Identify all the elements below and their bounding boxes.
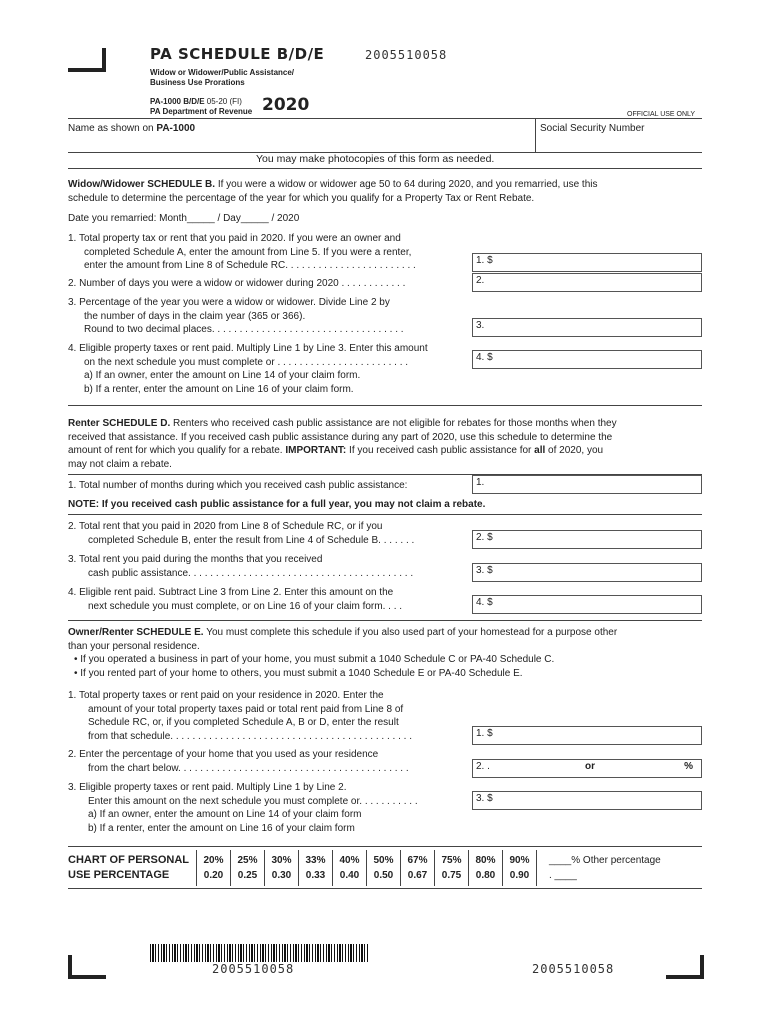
chart-label-line-1: CHART OF PERSONAL — [68, 854, 189, 866]
remarried-date[interactable]: Date you remarried: Month_____ / Day_____ / 2020 — [68, 213, 300, 224]
form-code-suffix: 05-20 (FI) — [206, 97, 242, 106]
schedule-d-intro-2: received that assistance. If you received cash public assistance during any part of 2020, use this schedule to determine the — [68, 431, 613, 443]
name-label: Name as shown on — [68, 123, 157, 134]
header-rule-top — [68, 118, 702, 119]
e-line3-sub-b: b) If a renter, enter the amount on Line 16 of your claim form — [88, 822, 355, 834]
chart-other-percentage[interactable] — [537, 850, 690, 886]
barcode-number-right: 2005510058 — [532, 962, 615, 976]
d-line3-text-b: cash public assistance. . . . . . . . . . . . . . . . . . . . . . . . . . . . . . . . . . . . . . . . . — [88, 567, 414, 579]
barcode-number-left: 2005510058 — [212, 962, 295, 976]
important-label: IMPORTANT: — [285, 445, 347, 456]
schedule-d-intro-3b: If you received cash public assistance for — [346, 445, 535, 456]
b-line2-input[interactable] — [472, 273, 702, 292]
ssn-label: Social Security Number — [540, 123, 645, 134]
form-subtitle — [150, 68, 294, 88]
chart-rule-top — [68, 846, 702, 847]
schedule-d-line-3 — [68, 553, 468, 580]
chart-col-1[interactable] — [231, 850, 265, 886]
chart-dec: 0.20 — [203, 870, 224, 881]
d-note: NOTE: If you received cash public assistance for a full year, you may not claim a rebate. — [68, 499, 486, 510]
chart-rule-bottom — [68, 888, 702, 889]
schedule-e-intro: Owner/Renter SCHEDULE E. You must complete this schedule if you also used part of your homestead for a purpose other than your personal residence. • If you operated a business in part of your home, you must submit a 1040 Schedule C or PA-40 Schedule C. • If you rented part of your home to others, you must submit a 1040 Schedule E or PA-40 Schedule E. — [68, 626, 708, 680]
chart-col-4[interactable] — [333, 850, 367, 886]
e-line2-input[interactable] — [472, 759, 702, 778]
other-percentage-line-1: ____% Other percentage — [549, 855, 661, 866]
e-bullet-2: If you rented part of your home to others, you must submit a 1040 Schedule E or PA-40 Schedule E. — [80, 667, 523, 679]
schedule-b-intro-1: If you were a widow or widower age 50 to 64 during 2020, and you remarried, use this — [215, 179, 598, 190]
corner-mark-bottom-right — [666, 955, 704, 979]
subtitle-line-2: Business Use Prorations — [150, 78, 245, 87]
d-line1-text: 1. Total number of months during which you received cash public assistance: — [68, 480, 408, 491]
barcode-image — [150, 944, 368, 962]
schedule-e-intro-2: than your personal residence. — [68, 640, 200, 652]
e-line1-box-label: 1. $ — [476, 728, 493, 739]
photocopy-note: You may make photocopies of this form as needed. — [256, 153, 495, 165]
e-line1-input[interactable] — [472, 726, 702, 745]
b-line3-text-c: Round to two decimal places. . . . . . . . . . . . . . . . . . . . . . . . . . . . . . . . . . . — [84, 324, 404, 335]
b-line4-sub-b: b) If a renter, enter the amount on Line 16 of your claim form. — [84, 383, 354, 395]
chart-dec: 0.50 — [373, 870, 394, 881]
official-use-label: OFFICIAL USE ONLY — [627, 111, 696, 118]
e-line2-percent-sign: % — [684, 761, 693, 772]
schedule-d-intro-3a: amount of rent for which you qualify for a rebate. — [68, 445, 286, 456]
b-line4-text-b: on the next schedule you must complete or . . . . . . . . . . . . . . . . . . . . . . . . — [84, 356, 409, 368]
name-field[interactable] — [68, 122, 195, 136]
schedule-b-rule — [68, 168, 702, 169]
e-bullet-1: If you operated a business in part of your home, you must submit a 1040 Schedule C or PA-40 Schedule C. — [80, 654, 555, 665]
other-percentage-line-2: . ____ — [549, 870, 577, 881]
chart-col-7[interactable] — [435, 850, 469, 886]
form-title: PA SCHEDULE B/D/E — [150, 45, 325, 63]
schedule-d-intro-4: may not claim a rebate. — [68, 458, 172, 470]
chart-pct: 30% — [271, 855, 292, 866]
d-line4-box-label: 4. $ — [476, 597, 493, 608]
d-line2-text-b: completed Schedule B, enter the result from Line 4 of Schedule B. . . . . . . — [88, 534, 415, 546]
d-line4-text-a: 4. Eligible rent paid. Subtract Line 3 from Line 2. Enter this amount on the — [68, 587, 394, 598]
chart-dec: 0.33 — [305, 870, 326, 881]
b-line4-sub-a: a) If an owner, enter the amount on Line 14 of your claim form. — [84, 370, 361, 381]
e-line3-box-label: 3. $ — [476, 793, 493, 804]
schedule-b-heading: Widow/Widower SCHEDULE B. — [68, 179, 216, 190]
schedule-d-heading: Renter SCHEDULE D. — [68, 418, 171, 429]
d-note-rule — [68, 514, 702, 515]
b-line1-input[interactable] — [472, 253, 702, 272]
schedule-b-intro — [68, 178, 708, 205]
d-line4-input[interactable] — [472, 595, 702, 614]
d-line4-text-b: next schedule you must complete, or on Line 16 of your claim form. . . . — [88, 600, 403, 612]
b-line3-text-b: the number of days in the claim year (365 or 366). — [84, 310, 306, 322]
b-line3-input[interactable] — [472, 318, 702, 337]
barcode-number-top: 2005510058 — [365, 48, 448, 62]
e-line1-text-c: Schedule RC, or, if you completed Schedule A, B or D, enter the result — [88, 717, 399, 728]
d-line2-text-a: 2. Total rent that you paid in 2020 from Line 8 of Schedule RC, or if you — [68, 521, 383, 532]
chart-pct: 20% — [203, 855, 224, 866]
corner-mark-bottom-left — [68, 955, 106, 979]
schedule-e-heading: Owner/Renter SCHEDULE E. — [68, 627, 204, 638]
chart-label — [68, 850, 197, 886]
chart-col-3[interactable] — [299, 850, 333, 886]
chart-dec: 0.75 — [441, 870, 462, 881]
schedule-d-line-2 — [68, 520, 468, 547]
b-line1-box-label: 1. $ — [476, 255, 493, 266]
schedule-e-line-1 — [68, 689, 470, 743]
ssn-field[interactable] — [540, 122, 644, 136]
d-line3-input[interactable] — [472, 563, 702, 582]
e-line3-text-a: 3. Eligible property taxes or rent paid. Multiply Line 1 by Line 2. — [68, 782, 347, 793]
schedule-e-intro-1: You must complete this schedule if you also used part of your homestead for a purpose other — [203, 627, 618, 638]
chart-dec: 0.25 — [237, 870, 258, 881]
chart-col-6[interactable] — [401, 850, 435, 886]
e-line3-text-b: Enter this amount on the next schedule you must complete or. . . . . . . . . . . — [88, 795, 418, 807]
b-line1-text-a: 1. Total property tax or rent that you paid in 2020. If you were an owner and — [68, 233, 401, 244]
schedule-d-intro — [68, 417, 708, 471]
b-line4-input[interactable] — [472, 350, 702, 369]
chart-label-line-2: USE PERCENTAGE — [68, 869, 170, 881]
b-line2-box-label: 2. — [476, 275, 485, 286]
chart-pct: 90% — [509, 855, 530, 866]
form-code-block — [150, 97, 252, 117]
all-label: all — [534, 445, 546, 456]
chart-col-8[interactable] — [469, 850, 503, 886]
chart-pct: 25% — [237, 855, 258, 866]
b-line4-box-label: 4. $ — [476, 352, 493, 363]
schedule-b-line-1 — [68, 232, 468, 273]
d-line2-input[interactable] — [472, 530, 702, 549]
e-line3-input[interactable] — [472, 791, 702, 810]
e-line1-text-d: from that schedule. . . . . . . . . . . . . . . . . . . . . . . . . . . . . . . . . . . . . . . . . . . . — [88, 730, 412, 742]
b-line1-text-c: enter the amount from Line 8 of Schedule RC. . . . . . . . . . . . . . . . . . . . . . . . — [84, 260, 416, 271]
form-code: PA-1000 B/D/E — [150, 97, 205, 106]
schedule-d-intro-3c: of 2020, you — [545, 445, 604, 456]
b-line2-text: 2. Number of days you were a widow or widower during 2020 . . . . . . . . . . . . — [68, 278, 406, 289]
chart-dec: 0.30 — [271, 870, 292, 881]
schedule-d-rule — [68, 405, 702, 406]
department: PA Department of Revenue — [150, 107, 253, 116]
chart-dec: 0.90 — [509, 870, 530, 881]
d-line3-box-label: 3. $ — [476, 565, 493, 576]
d-line1-input[interactable] — [472, 475, 702, 494]
subtitle-line-1: Widow or Widower/Public Assistance/ — [150, 68, 295, 77]
chart-of-personal-use — [68, 850, 689, 886]
b-line4-text-a: 4. Eligible property taxes or rent paid. Multiply Line 1 by Line 3. Enter this amount — [68, 343, 428, 354]
e-line2-text-b: from the chart below. . . . . . . . . . . . . . . . . . . . . . . . . . . . . . . . . . . . . . . . . . — [88, 762, 409, 774]
schedule-e-rule — [68, 620, 702, 621]
chart-pct: 80% — [475, 855, 496, 866]
chart-pct: 33% — [305, 855, 326, 866]
chart-dec: 0.67 — [407, 870, 428, 881]
e-line2-or: or — [585, 761, 595, 772]
b-line1-text-b: completed Schedule A, enter the amount from Line 5. If you were a renter, — [84, 246, 412, 258]
schedule-e-line-2 — [68, 748, 470, 775]
chart-pct: 75% — [441, 855, 462, 866]
form-year: 2020 — [262, 95, 310, 115]
name-label-form: PA-1000 — [156, 123, 196, 134]
schedule-b-line-4 — [68, 342, 468, 396]
chart-col-5[interactable] — [367, 850, 401, 886]
d-line2-box-label: 2. $ — [476, 532, 493, 543]
e-line2-text-a: 2. Enter the percentage of your home that you used as your residence — [68, 749, 379, 760]
chart-col-2[interactable] — [265, 850, 299, 886]
chart-pct: 50% — [373, 855, 394, 866]
chart-pct: 67% — [407, 855, 428, 866]
schedule-b-intro-2: schedule to determine the percentage of the year for which you qualify for a Property Tax or Rent Rebate. — [68, 192, 535, 204]
b-line3-text-a: 3. Percentage of the year you were a widow or widower. Divide Line 2 by — [68, 297, 390, 308]
e-line3-sub-a: a) If an owner, enter the amount on Line 14 of your claim form — [88, 809, 362, 820]
d-line3-text-a: 3. Total rent you paid during the months that you received — [68, 554, 323, 565]
schedule-b-line-3 — [68, 296, 468, 337]
schedule-e-line-3 — [68, 781, 470, 835]
e-line2-box-label: 2. . — [476, 761, 490, 772]
schedule-d-intro-1: Renters who received cash public assistance are not eligible for rebates for those months when they — [170, 418, 617, 429]
chart-col-0[interactable] — [197, 850, 231, 886]
chart-dec: 0.40 — [339, 870, 360, 881]
d-line1-box-label: 1. — [476, 477, 485, 488]
chart-pct: 40% — [339, 855, 360, 866]
chart-dec: 0.80 — [475, 870, 496, 881]
e-line1-text-a: 1. Total property taxes or rent paid on your residence in 2020. Enter the — [68, 690, 384, 701]
corner-mark-top-left — [68, 48, 106, 72]
schedule-d-line-4 — [68, 586, 468, 613]
b-line3-box-label: 3. — [476, 320, 485, 331]
chart-col-9[interactable] — [503, 850, 537, 886]
e-line1-text-b: amount of your total property taxes paid or total rent paid from Line 8 of — [88, 703, 404, 715]
ssn-divider — [535, 118, 536, 152]
